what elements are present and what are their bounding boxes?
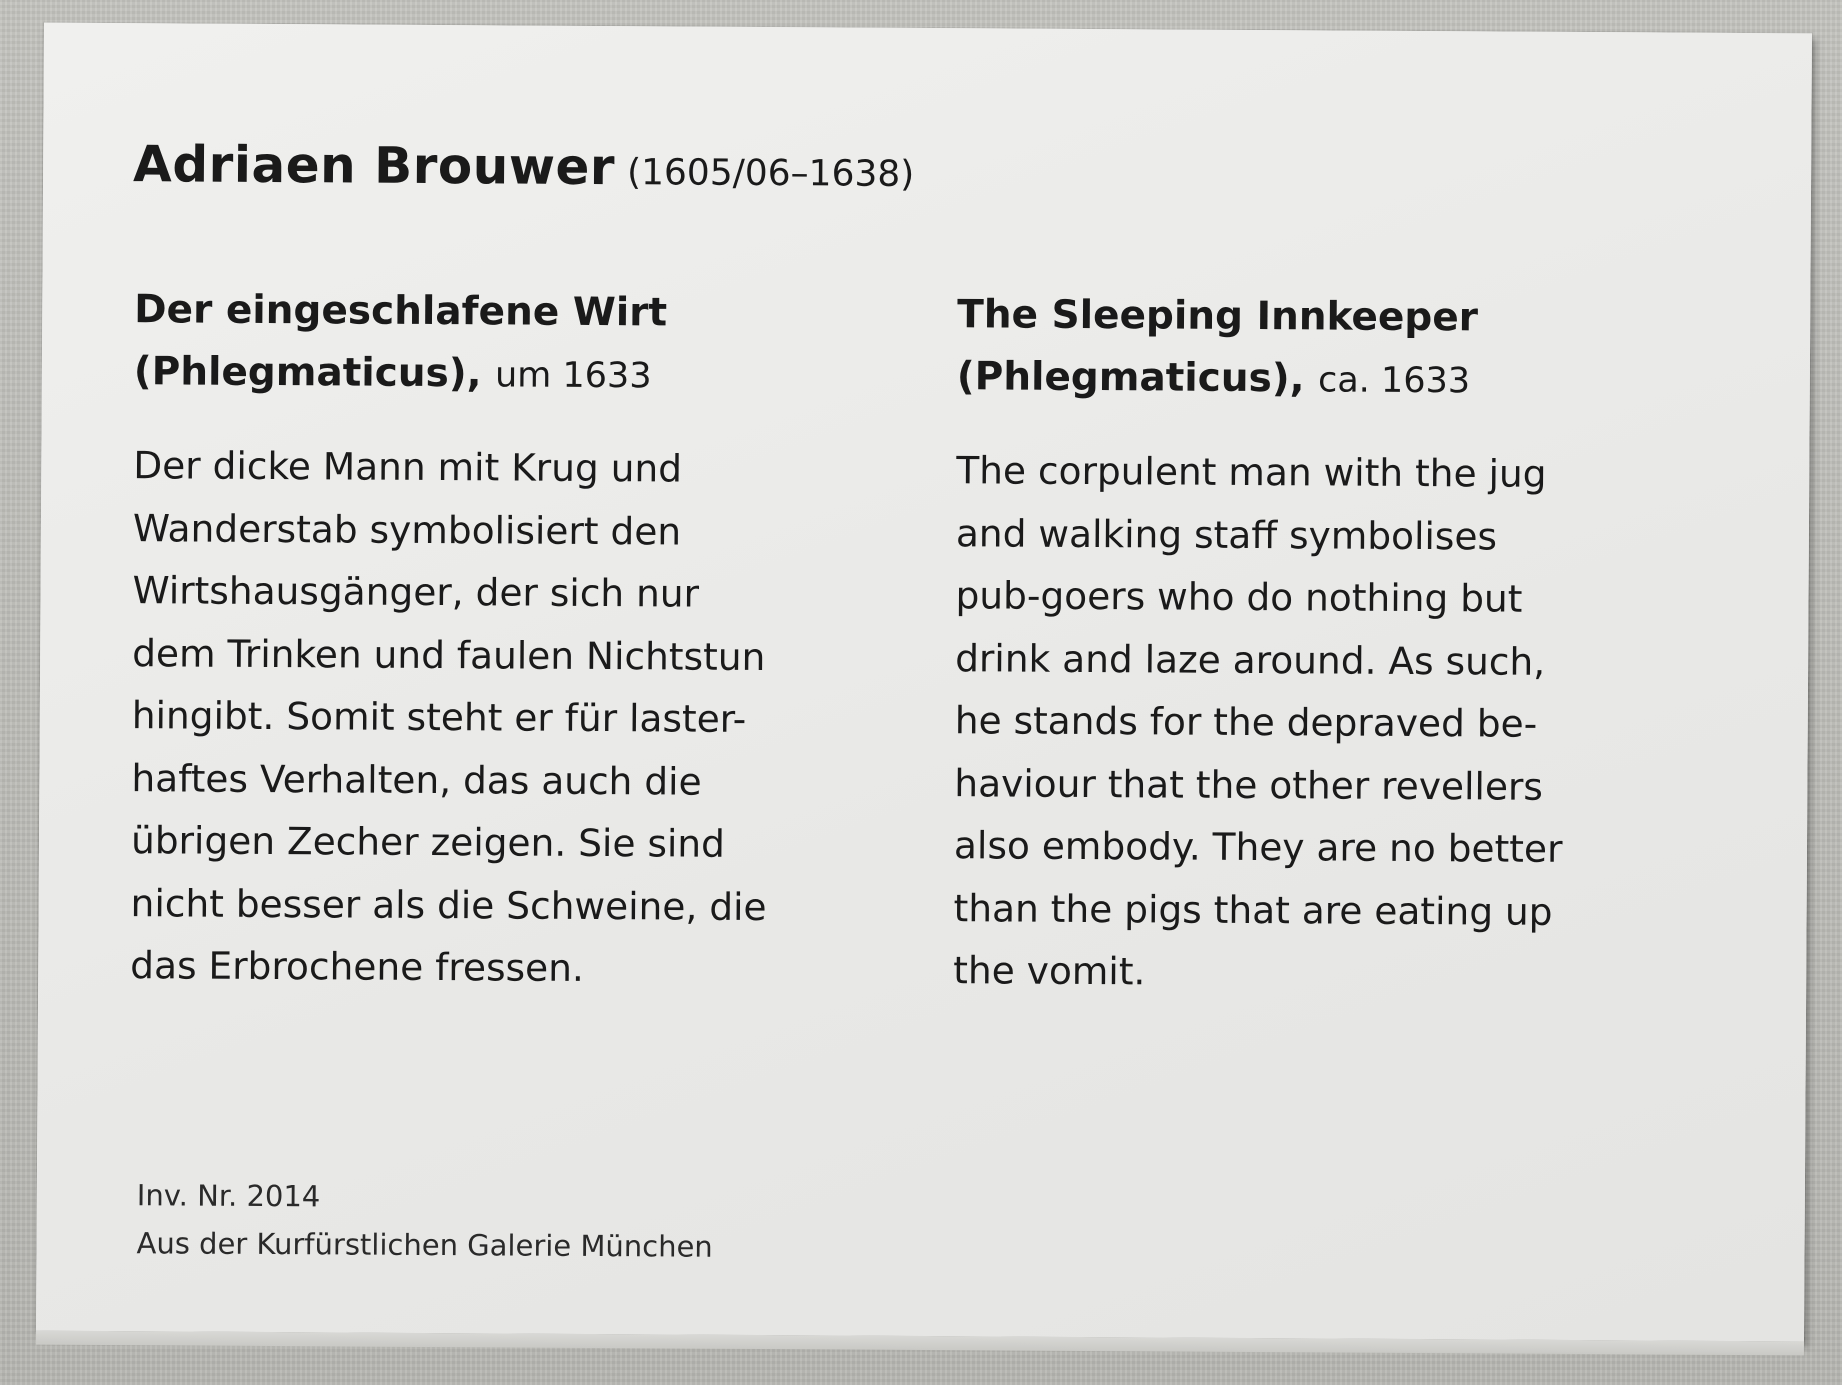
german-column [130, 279, 894, 1001]
german-body-line: nicht besser als die Schweine, die [130, 880, 767, 929]
german-description [130, 434, 893, 1001]
english-title-line1: The Sleeping Innkeeper [957, 292, 1479, 341]
german-title-line2 [134, 341, 894, 409]
english-body-line: he stands for the depraved be- [954, 698, 1538, 746]
english-description [953, 439, 1736, 1006]
german-body-line: dem Trinken und faulen Nichtstun [132, 630, 766, 679]
english-column [953, 284, 1737, 1006]
english-body-line: and walking staff symbolises [955, 510, 1498, 558]
german-title-line1: Der eingeschlafene Wirt [134, 287, 668, 336]
english-body-line: The corpulent man with the jug [956, 448, 1547, 496]
artist-heading [133, 135, 915, 198]
label-footer [136, 1171, 713, 1271]
german-body-line: haftes Verhalten, das auch die [131, 755, 702, 804]
german-body-line: Wirtshausgänger, der sich nur [132, 568, 700, 616]
german-body-line: Wanderstab symbolisiert den [132, 505, 682, 554]
artist-dates: (1605/06–1638) [626, 152, 915, 195]
english-title-subtitle: (Phlegmaticus), [956, 354, 1305, 402]
german-body-line: hingibt. Somit steht er für laster- [131, 693, 747, 741]
english-date: ca. 1633 [1317, 360, 1471, 402]
german-title-subtitle: (Phlegmaticus), [133, 349, 482, 397]
english-body-line: than the pigs that are eating up [953, 885, 1553, 934]
english-body-line: also embody. They are no better [953, 823, 1563, 871]
german-body-line: Der dicke Mann mit Krug und [133, 443, 683, 491]
english-body-line: haviour that the other revellers [954, 760, 1544, 809]
german-body-line: das Erbrochene fressen. [130, 943, 584, 990]
inventory-number: Inv. Nr. 2014 [136, 1178, 321, 1214]
german-date: um 1633 [494, 355, 652, 397]
english-body-line: drink and laze around. As such, [955, 635, 1546, 684]
english-body-line: pub-goers who do nothing but [955, 573, 1523, 621]
museum-label-card [36, 23, 1812, 1342]
german-body-line: übrigen Zecher zeigen. Sie sind [130, 818, 726, 866]
artist-name: Adriaen Brouwer [132, 135, 616, 197]
english-title-line2 [957, 346, 1737, 414]
english-body-line: the vomit. [953, 948, 1146, 994]
label-content [36, 23, 1812, 1342]
provenance-line: Aus der Kurfürstlichen Galerie München [136, 1226, 713, 1264]
